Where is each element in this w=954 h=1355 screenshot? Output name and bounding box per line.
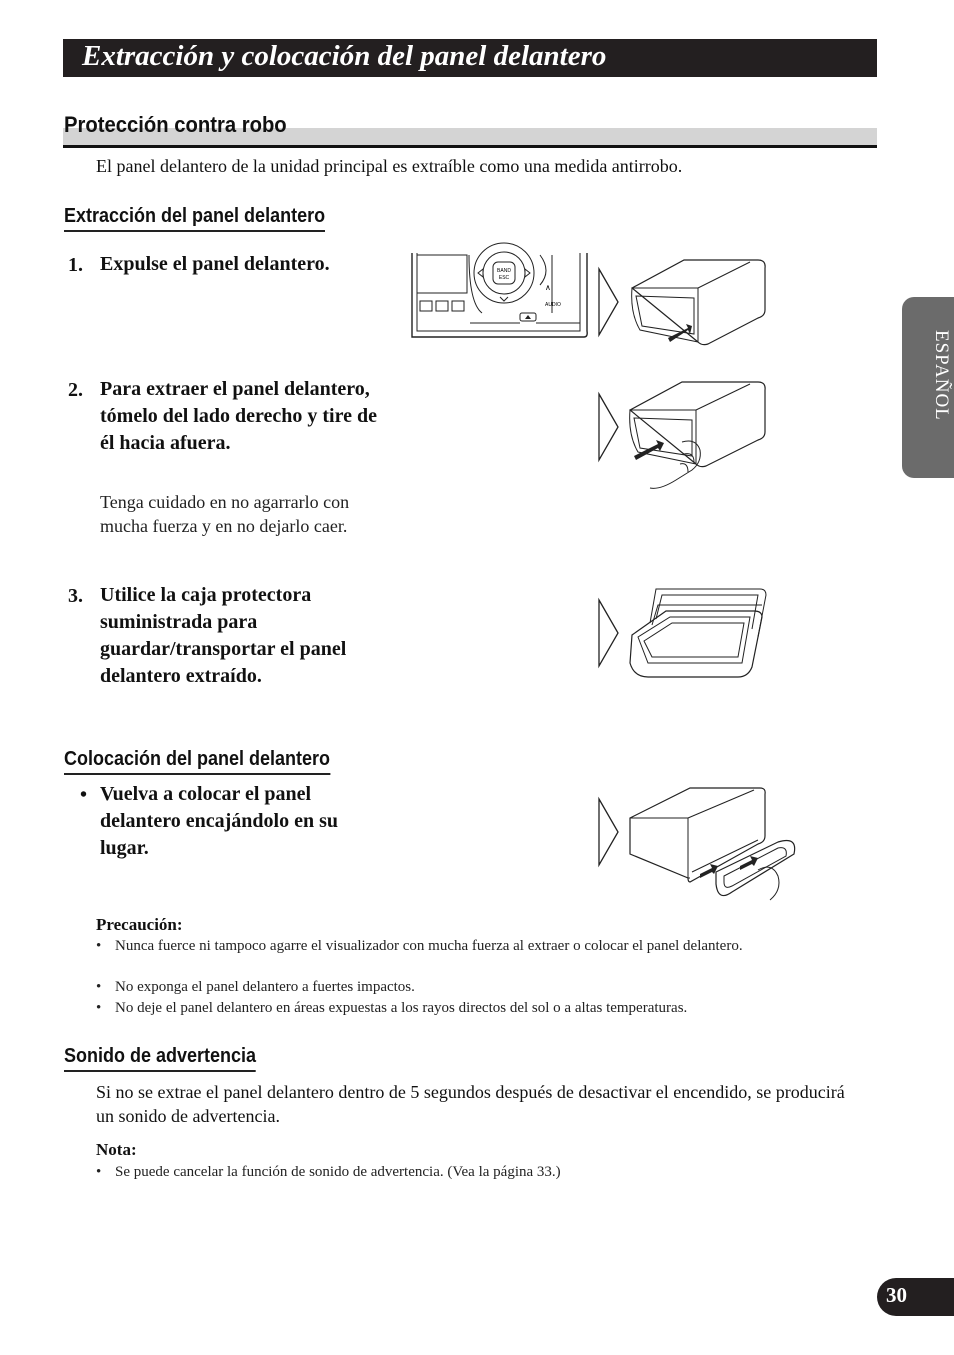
protective-case-illustration (626, 585, 768, 683)
eject-panel-illustration (628, 258, 768, 348)
caution-item-3: No deje el panel delantero en áreas expuestas a los rayos directos del sol o a altas temperaturas. (115, 1000, 688, 1016)
audio-label: AUDIO (545, 302, 561, 308)
step-2-arrow-icon (598, 393, 620, 461)
attach-text: Vuelva a colocar el panel delantero encajándolo en su lugar. (100, 783, 338, 859)
attach-arrow-icon (598, 798, 620, 866)
theft-intro: El panel delantero de la unidad principal es extraíble como una medida antirrobo. (96, 156, 683, 176)
page-title: Extracción y colocación del panel delantero (82, 40, 607, 72)
page-number: 30 (886, 1283, 907, 1307)
note-text: Se puede cancelar la función de sonido de advertencia. (Vea la página 33.) (115, 1164, 561, 1180)
step-2-note: Tenga cuidado en no agarrarlo con mucha fuerza y en no dejarlo caer. (100, 492, 350, 536)
caution-bullet-2: • (96, 979, 102, 995)
warning-text: Si no se extrae el panel delantero dentro de 5 segundos después de desactivar el encendido, se producirá un sonido de advertencia. (96, 1082, 845, 1126)
caution-label: Precaución: (96, 915, 183, 934)
step-3-number: 3. (68, 585, 83, 607)
head-unit-illustration (412, 253, 588, 339)
step-2-text: Para extraer el panel delantero, tómelo del lado derecho y tire de él hacia afuera. (100, 378, 377, 454)
attach-panel-illustration (628, 786, 800, 904)
caution-item-2: No exponga el panel delantero a fuertes impactos. (115, 979, 415, 995)
attach-bullet: • (80, 784, 88, 806)
caution-bullet-3: • (96, 1000, 102, 1016)
step-1-arrow-icon (598, 268, 620, 336)
section-title-theft: Protección contra robo (64, 112, 287, 137)
subtitle-extraction: Extracción del panel delantero (64, 205, 325, 232)
remove-panel-illustration (626, 380, 771, 495)
step-1-text: Expulse el panel delantero. (100, 253, 330, 275)
note-bullet: • (96, 1164, 102, 1180)
svg-text:∧: ∧ (545, 283, 551, 292)
subtitle-attach: Colocación del panel delantero (64, 748, 330, 775)
step-3-text: Utilice la caja protectora suministrada para guardar/transportar el panel delantero extraído. (100, 584, 347, 687)
step-2-number: 2. (68, 379, 83, 401)
caution-item-1: Nunca fuerce ni tampoco agarre el visualizador con mucha fuerza al extraer o colocar el panel delantero. (115, 938, 743, 954)
step-1-number: 1. (68, 254, 83, 276)
language-tab-label: ESPAÑOL (931, 330, 952, 421)
caution-bullet-1: • (96, 938, 102, 954)
note-label: Nota: (96, 1140, 137, 1159)
band-label: BAND (497, 268, 511, 274)
esc-label: ESC (498, 275, 510, 281)
subtitle-warning: Sonido de advertencia (64, 1045, 256, 1072)
step-3-arrow-icon (598, 599, 620, 667)
